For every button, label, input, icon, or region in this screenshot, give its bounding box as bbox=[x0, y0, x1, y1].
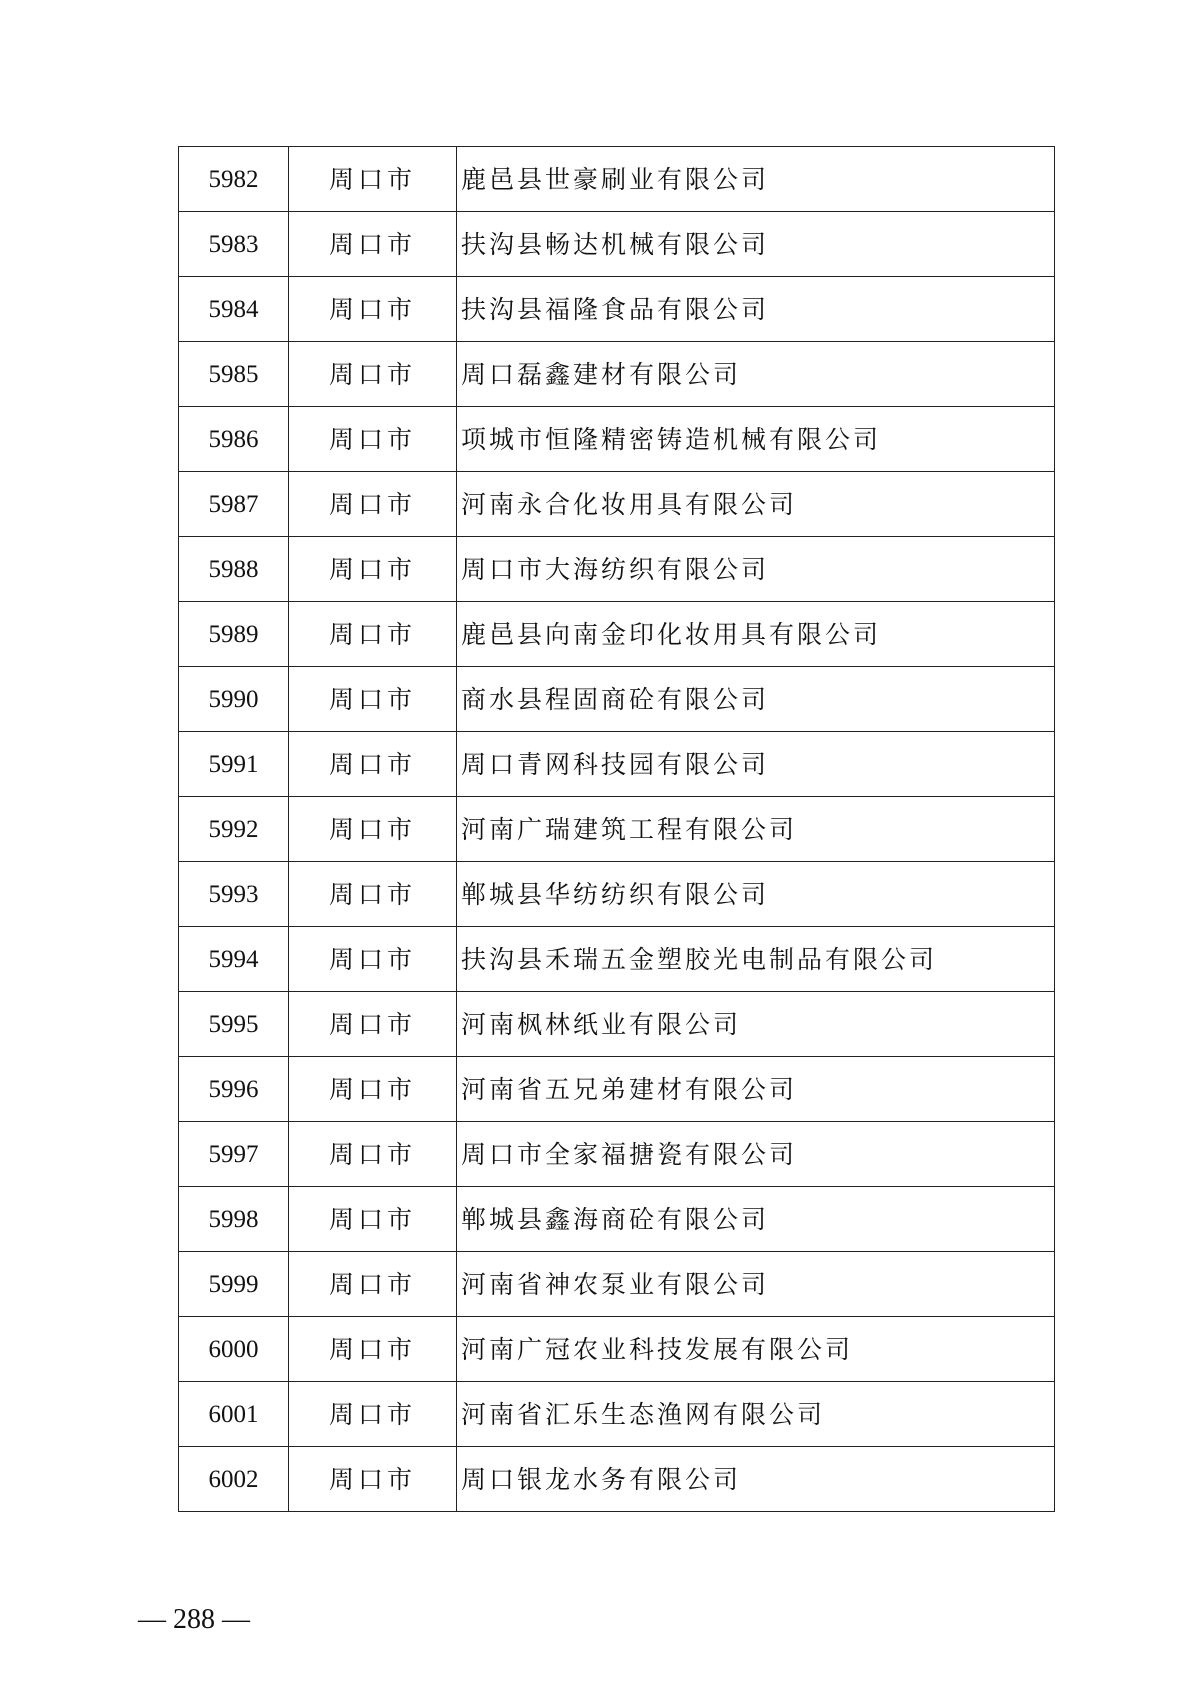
row-number-cell: 6002 bbox=[179, 1447, 289, 1512]
company-name-cell: 项城市恒隆精密铸造机械有限公司 bbox=[457, 407, 1055, 472]
city-cell: 周口市 bbox=[289, 1252, 457, 1317]
city-cell: 周口市 bbox=[289, 927, 457, 992]
row-number-cell: 5999 bbox=[179, 1252, 289, 1317]
row-number-cell: 5992 bbox=[179, 797, 289, 862]
row-number-cell: 5989 bbox=[179, 602, 289, 667]
row-number-cell: 5998 bbox=[179, 1187, 289, 1252]
row-number-cell: 6001 bbox=[179, 1382, 289, 1447]
company-name-cell: 河南枫林纸业有限公司 bbox=[457, 992, 1055, 1057]
table-row bbox=[179, 1382, 1055, 1447]
table-row bbox=[179, 797, 1055, 862]
company-name-cell: 扶沟县禾瑞五金塑胶光电制品有限公司 bbox=[457, 927, 1055, 992]
table-row bbox=[179, 1252, 1055, 1317]
city-cell: 周口市 bbox=[289, 1447, 457, 1512]
company-name-cell: 河南广瑞建筑工程有限公司 bbox=[457, 797, 1055, 862]
company-name-cell: 鹿邑县世豪刷业有限公司 bbox=[457, 147, 1055, 212]
city-cell: 周口市 bbox=[289, 667, 457, 732]
company-list-table bbox=[178, 146, 1055, 1512]
table-row bbox=[179, 862, 1055, 927]
row-number-cell: 5997 bbox=[179, 1122, 289, 1187]
company-name-cell: 扶沟县畅达机械有限公司 bbox=[457, 212, 1055, 277]
company-name-cell: 河南省神农泵业有限公司 bbox=[457, 1252, 1055, 1317]
company-name-cell: 周口市大海纺织有限公司 bbox=[457, 537, 1055, 602]
city-cell: 周口市 bbox=[289, 537, 457, 602]
table-row bbox=[179, 1122, 1055, 1187]
table-row bbox=[179, 1057, 1055, 1122]
city-cell: 周口市 bbox=[289, 1317, 457, 1382]
city-cell: 周口市 bbox=[289, 1122, 457, 1187]
table-row bbox=[179, 407, 1055, 472]
table-row bbox=[179, 1447, 1055, 1512]
table-row bbox=[179, 537, 1055, 602]
city-cell: 周口市 bbox=[289, 212, 457, 277]
company-name-cell: 河南省汇乐生态渔网有限公司 bbox=[457, 1382, 1055, 1447]
city-cell: 周口市 bbox=[289, 602, 457, 667]
row-number-cell: 5983 bbox=[179, 212, 289, 277]
city-cell: 周口市 bbox=[289, 862, 457, 927]
city-cell: 周口市 bbox=[289, 472, 457, 537]
city-cell: 周口市 bbox=[289, 407, 457, 472]
row-number-cell: 5987 bbox=[179, 472, 289, 537]
row-number-cell: 5984 bbox=[179, 277, 289, 342]
table-row bbox=[179, 927, 1055, 992]
row-number-cell: 5991 bbox=[179, 732, 289, 797]
row-number-cell: 5990 bbox=[179, 667, 289, 732]
table-row bbox=[179, 992, 1055, 1057]
company-name-cell: 郸城县鑫海商砼有限公司 bbox=[457, 1187, 1055, 1252]
city-cell: 周口市 bbox=[289, 342, 457, 407]
table-row bbox=[179, 472, 1055, 537]
table-row bbox=[179, 1187, 1055, 1252]
row-number-cell: 5982 bbox=[179, 147, 289, 212]
company-name-cell: 河南广冠农业科技发展有限公司 bbox=[457, 1317, 1055, 1382]
city-cell: 周口市 bbox=[289, 1382, 457, 1447]
city-cell: 周口市 bbox=[289, 1187, 457, 1252]
row-number-cell: 5986 bbox=[179, 407, 289, 472]
row-number-cell: 5994 bbox=[179, 927, 289, 992]
company-name-cell: 商水县程固商砼有限公司 bbox=[457, 667, 1055, 732]
table-row bbox=[179, 667, 1055, 732]
table-row bbox=[179, 277, 1055, 342]
page-number: — 288 — bbox=[138, 1604, 250, 1635]
company-name-cell: 河南永合化妆用具有限公司 bbox=[457, 472, 1055, 537]
row-number-cell: 5988 bbox=[179, 537, 289, 602]
company-name-cell: 周口磊鑫建材有限公司 bbox=[457, 342, 1055, 407]
city-cell: 周口市 bbox=[289, 277, 457, 342]
city-cell: 周口市 bbox=[289, 1057, 457, 1122]
company-name-cell: 郸城县华纺纺织有限公司 bbox=[457, 862, 1055, 927]
company-name-cell: 河南省五兄弟建材有限公司 bbox=[457, 1057, 1055, 1122]
table-body bbox=[179, 147, 1055, 1512]
city-cell: 周口市 bbox=[289, 797, 457, 862]
company-name-cell: 鹿邑县向南金印化妆用具有限公司 bbox=[457, 602, 1055, 667]
company-name-cell: 周口市全家福搪瓷有限公司 bbox=[457, 1122, 1055, 1187]
table-row bbox=[179, 212, 1055, 277]
city-cell: 周口市 bbox=[289, 147, 457, 212]
row-number-cell: 5985 bbox=[179, 342, 289, 407]
city-cell: 周口市 bbox=[289, 732, 457, 797]
table-row bbox=[179, 147, 1055, 212]
city-cell: 周口市 bbox=[289, 992, 457, 1057]
company-name-cell: 周口青网科技园有限公司 bbox=[457, 732, 1055, 797]
table-row bbox=[179, 602, 1055, 667]
row-number-cell: 5995 bbox=[179, 992, 289, 1057]
company-name-cell: 周口银龙水务有限公司 bbox=[457, 1447, 1055, 1512]
table-row bbox=[179, 732, 1055, 797]
row-number-cell: 5996 bbox=[179, 1057, 289, 1122]
row-number-cell: 5993 bbox=[179, 862, 289, 927]
table-row bbox=[179, 342, 1055, 407]
table-row bbox=[179, 1317, 1055, 1382]
row-number-cell: 6000 bbox=[179, 1317, 289, 1382]
company-name-cell: 扶沟县福隆食品有限公司 bbox=[457, 277, 1055, 342]
